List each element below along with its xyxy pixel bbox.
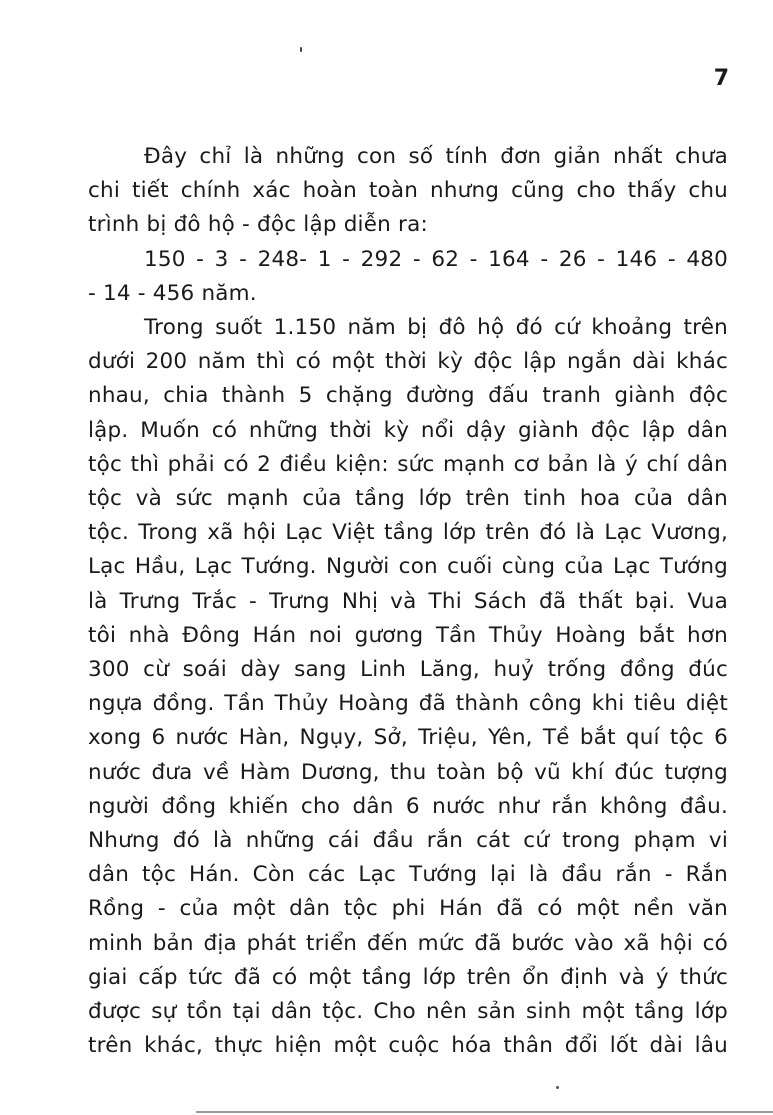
text-line: lập. Muốn có những thời kỳ nổi dậy giành độc lập dân xyxy=(88,417,728,443)
text-line: giai cấp tức đã có một tầng lớp trên ổn định và ý thức xyxy=(88,964,728,990)
text-line: nước đưa về Hàm Dương, thu toàn bộ vũ khí đúc tượng xyxy=(88,759,728,785)
text-line: minh bản địa phát triển đến mức đã bước vào xã hội có xyxy=(88,930,728,956)
text-line: Lạc Hầu, Lạc Tướng. Người con cuối cùng của Lạc Tướng xyxy=(88,554,728,580)
text-line: trên khác, thực hiện một cuộc hóa thân đổi lốt dài lâu xyxy=(88,1033,728,1059)
scan-edge-line xyxy=(196,1111,773,1113)
text-line: Rồng - của một dân tộc phi Hán đã có một nền văn xyxy=(88,896,728,922)
text-line: ngựa đồng. Tần Thủy Hoàng đã thành công khi tiêu diệt xyxy=(88,691,728,717)
text-line: tộc. Trong xã hội Lạc Việt tầng lớp trên đó là Lạc Vương, xyxy=(88,520,728,546)
text-line: tộc thì phải có 2 điều kiện: sức mạnh cơ bản là ý chí dân xyxy=(88,451,728,477)
text-line: xong 6 nước Hàn, Ngụy, Sở, Triệu, Yên, Tề bắt quí tộc 6 xyxy=(88,725,728,751)
text-line: chi tiết chính xác hoàn toàn nhưng cũng cho thấy chu xyxy=(88,178,728,204)
text-line: trình bị đô hộ - độc lập diễn ra: xyxy=(88,212,428,238)
scan-speck xyxy=(300,47,302,52)
text-line: Trong suốt 1.150 năm bị đô hộ đó cứ khoảng trên xyxy=(144,315,728,341)
text-line: 150 - 3 - 248- 1 - 292 - 62 - 164 - 26 - 146 - 480 xyxy=(144,246,728,272)
text-line: Đây chỉ là những con số tính đơn giản nhất chưa xyxy=(144,144,728,169)
page-number: 7 xyxy=(713,66,729,91)
text-line: dưới 200 năm thì có một thời kỳ độc lập ngắn dài khác xyxy=(88,349,728,375)
text-line: dân tộc Hán. Còn các Lạc Tướng lại là đầu rắn - Rắn xyxy=(88,862,728,888)
text-line: 300 cừ soái dày sang Linh Lăng, huỷ trống đồng đúc xyxy=(88,657,728,683)
body-text xyxy=(88,140,728,1063)
text-line: Nhưng đó là những cái đầu rắn cát cứ trong phạm vi xyxy=(88,828,728,854)
text-line: là Trưng Trắc - Trưng Nhị và Thi Sách đã thất bại. Vua xyxy=(88,588,728,614)
text-line: tộc và sức mạnh của tầng lớp trên tinh hoa của dân xyxy=(88,486,728,512)
text-line: người đồng khiến cho dân 6 nước như rắn không đầu. xyxy=(88,793,728,819)
scan-speck xyxy=(556,1086,559,1089)
text-line: nhau, chia thành 5 chặng đường đấu tranh giành độc xyxy=(88,383,728,409)
text-line: tôi nhà Đông Hán noi gương Tần Thủy Hoàng bắt hơn xyxy=(88,622,728,648)
text-line: được sự tồn tại dân tộc. Cho nên sản sinh một tầng lớp xyxy=(88,999,728,1025)
text-line: - 14 - 456 năm. xyxy=(88,280,257,306)
